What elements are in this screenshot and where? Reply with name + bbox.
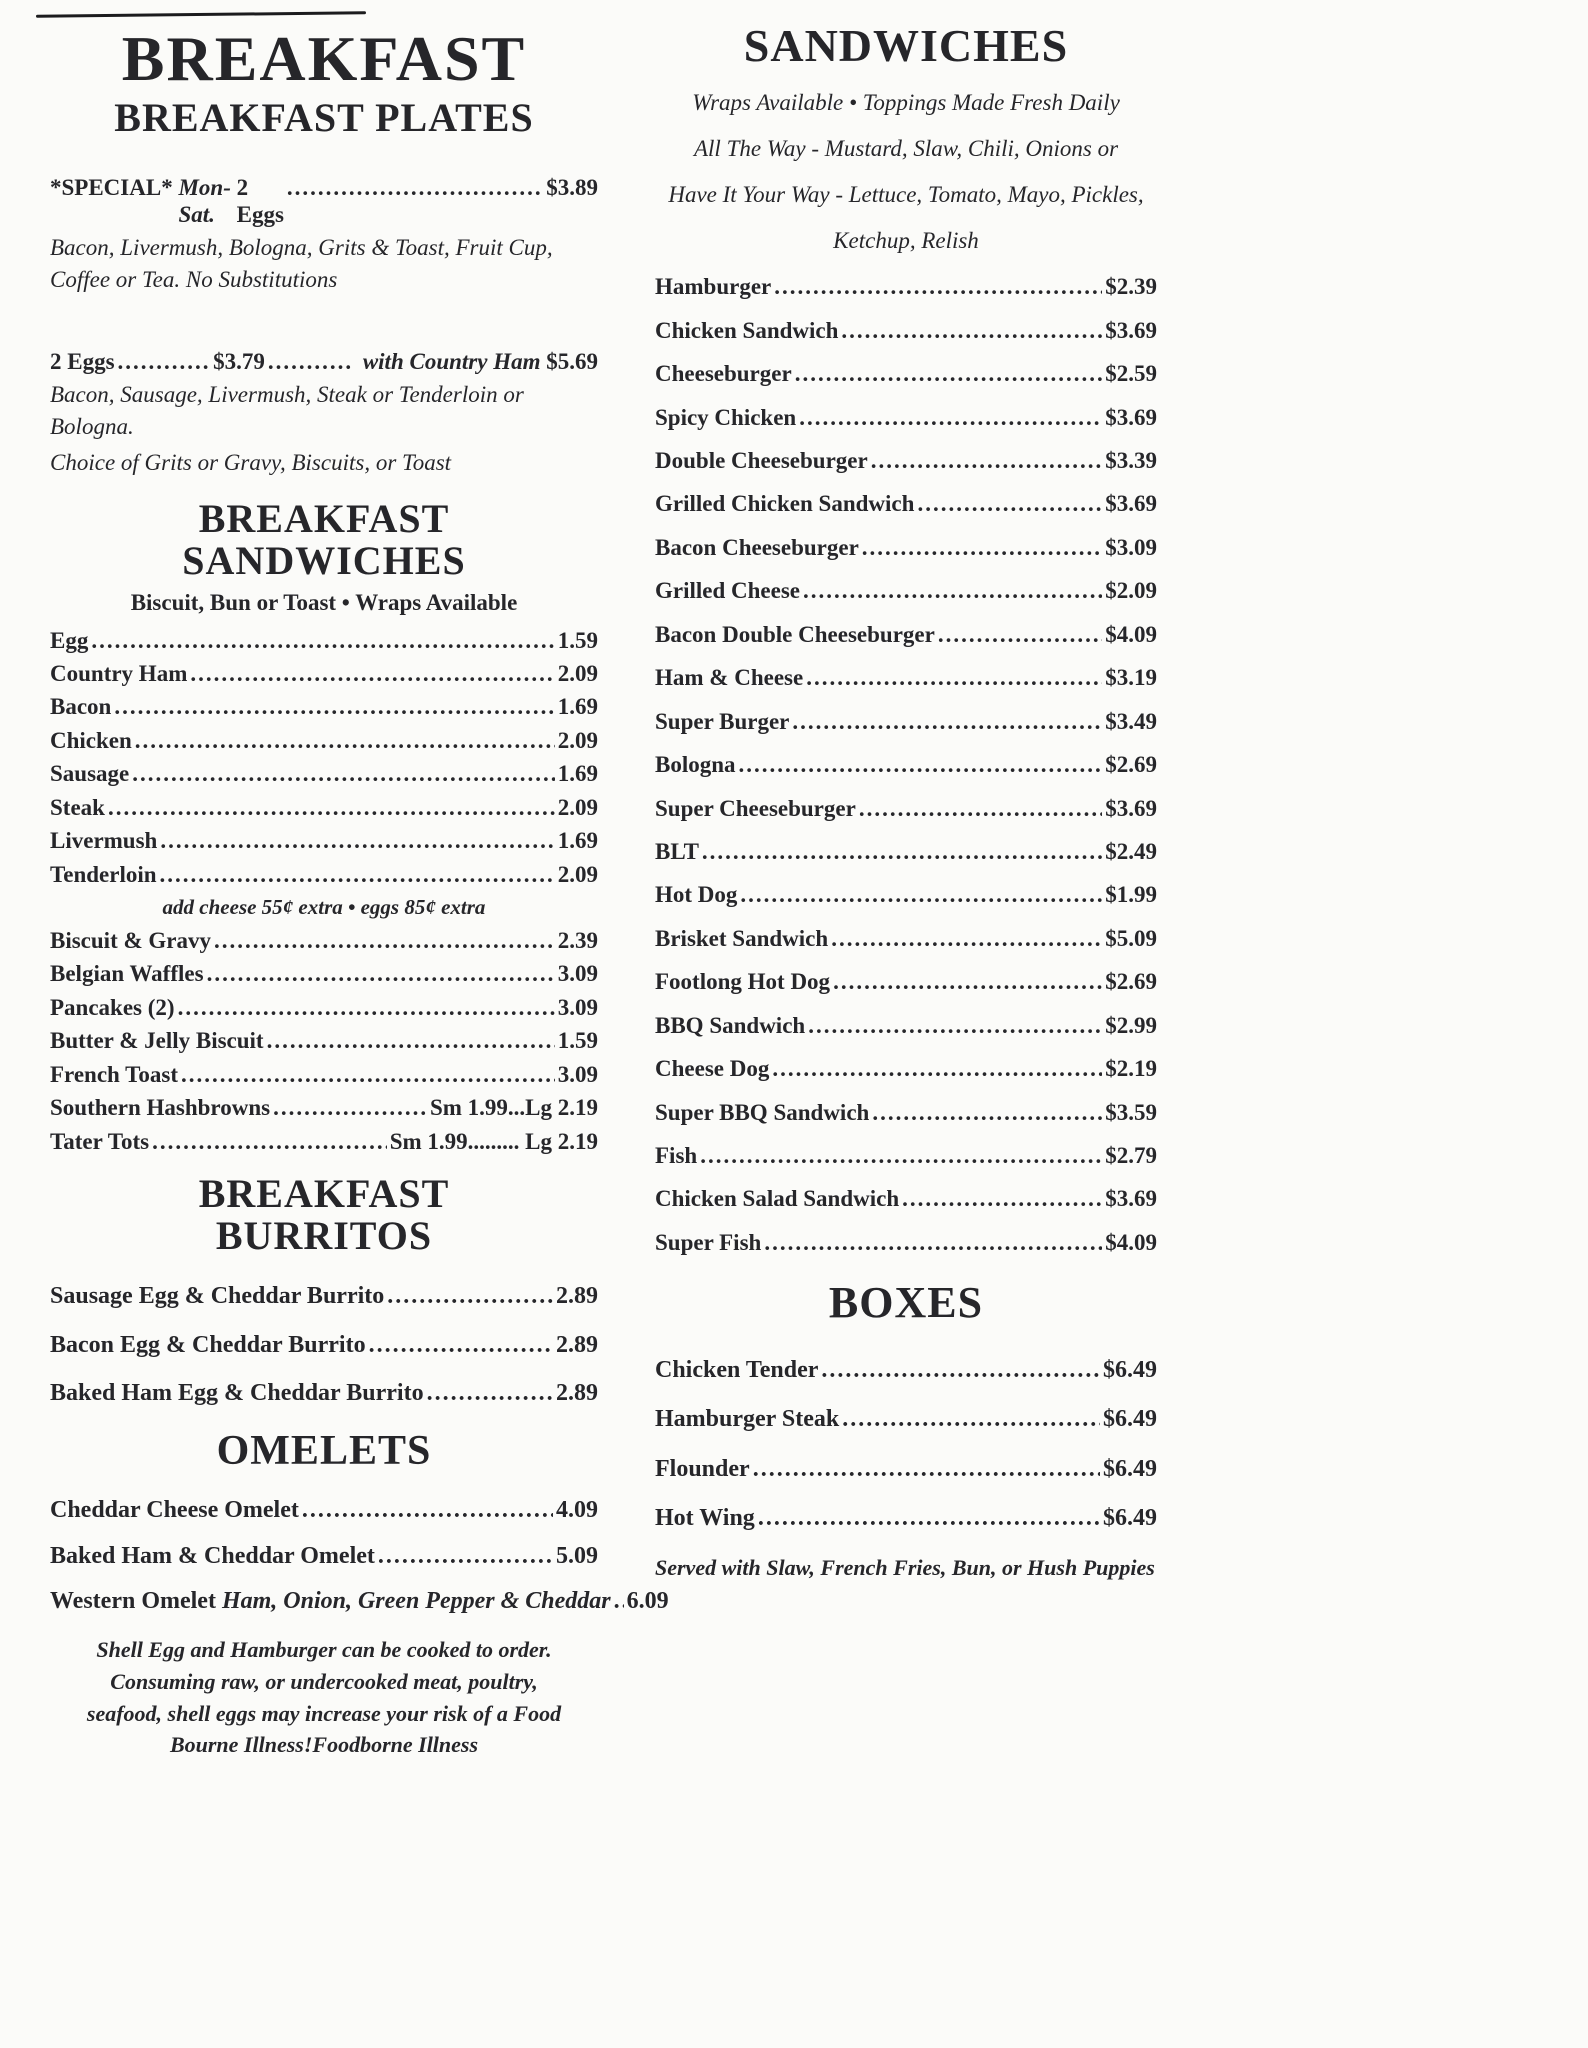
menu-item-row [50, 761, 598, 787]
item-price: 1.69 [557, 694, 598, 720]
menu-item-row [50, 828, 598, 854]
dot-leader [287, 175, 543, 201]
item-price: 1.69 [557, 761, 598, 787]
dot-leader [302, 1497, 553, 1525]
menu-item-row [655, 1100, 1157, 1126]
item-price: 4.09 [556, 1496, 598, 1523]
menu-item-row [655, 318, 1157, 344]
item-name: Double Cheeseburger [655, 448, 868, 474]
dot-leader [369, 1332, 553, 1360]
item-name: Super BBQ Sandwich [655, 1099, 870, 1125]
dot-leader [114, 694, 554, 720]
item-name: Western Omelet [50, 1588, 216, 1615]
item-price: $2.49 [1105, 838, 1157, 864]
item-price: $3.49 [1105, 708, 1157, 734]
item-name: BLT [655, 838, 699, 864]
breakfast-sandwiches-heading [50, 495, 598, 583]
two-eggs-description-line2: Choice of Grits or Gravy, Biscuits, or Toast [50, 450, 452, 476]
item-name: Steak [50, 794, 105, 820]
dot-leader [273, 1095, 427, 1121]
item-name: Hamburger Steak [655, 1406, 840, 1433]
dot-leader [135, 728, 555, 754]
menu-item-row [50, 628, 598, 654]
menu-item-row [50, 1095, 598, 1121]
item-price: $3.19 [1105, 665, 1157, 691]
menu-item-row [50, 1588, 669, 1616]
item-name: Hot Wing [655, 1505, 755, 1532]
item-name: Butter & Jelly Biscuit [50, 1028, 264, 1054]
add-cheese-note: add cheese 55¢ extra • eggs 85¢ extra [162, 895, 486, 920]
menu-item-row [50, 1129, 598, 1155]
item-name: Super Fish [655, 1229, 762, 1255]
item-name: Cheeseburger [655, 361, 792, 387]
dot-leader [764, 1230, 1102, 1256]
item-name: Cheese Dog [655, 1056, 770, 1082]
dot-leader [902, 1186, 1102, 1212]
menu-item-row [655, 274, 1157, 300]
heading-line: BURRITOS [215, 1213, 433, 1259]
item-name: Ham & Cheese [655, 665, 804, 691]
item-name: Cheddar Cheese Omelet [50, 1496, 299, 1523]
item-price: $2.99 [1105, 1012, 1157, 1038]
dot-leader [267, 1028, 555, 1054]
menu-item-row [655, 1186, 1157, 1212]
item-name: Southern Hashbrowns [50, 1095, 271, 1121]
menu-item-row [50, 1543, 598, 1571]
menu-item-row [50, 1497, 598, 1525]
item-name: Super Cheeseburger [655, 795, 856, 821]
item-price: 2.89 [556, 1331, 598, 1358]
item-price: 2.09 [557, 727, 598, 753]
item-name: Bacon Egg & Cheddar Burrito [50, 1331, 366, 1358]
item-name: Super Burger [655, 708, 790, 734]
dot-leader [753, 1456, 1100, 1484]
dot-leader [387, 1283, 553, 1311]
sandwiches-list [655, 274, 1157, 1256]
breakfast-sandwiches-list [50, 628, 598, 889]
item-name: Chicken Tender [655, 1356, 819, 1383]
dot-leader [214, 928, 555, 954]
item-name: Country Ham [50, 660, 188, 686]
item-name: Baked Ham & Cheddar Omelet [50, 1542, 375, 1569]
menu-item-row [50, 661, 598, 687]
special-label: *SPECIAL* [50, 175, 173, 201]
item-name: Chicken Sandwich [655, 317, 839, 343]
dot-leader [803, 578, 1102, 604]
special-name: 2 Eggs [236, 175, 284, 227]
item-name: Egg [50, 627, 89, 653]
dot-leader [758, 1505, 1100, 1533]
item-name: Bacon [50, 694, 112, 720]
dot-leader [799, 405, 1102, 431]
subtitle-line: Ketchup, Relish [833, 228, 979, 254]
menu-item-row [655, 1505, 1157, 1533]
scan-artifact-line [36, 11, 366, 17]
item-price: $3.69 [1105, 317, 1157, 343]
item-name: Bacon Cheeseburger [655, 534, 859, 560]
sandwiches-subtitle [655, 90, 1157, 254]
item-name: Sausage [50, 761, 130, 787]
dot-leader [871, 448, 1103, 474]
item-name: Tater Tots [50, 1128, 150, 1154]
dot-leader [614, 1588, 624, 1616]
dot-leader [91, 628, 554, 654]
dot-leader [841, 318, 1102, 344]
dot-leader [808, 1013, 1102, 1039]
item-name: Hamburger [655, 274, 772, 300]
item-name: Hot Dog [655, 882, 738, 908]
dot-leader [178, 995, 555, 1021]
item-price: 3.09 [557, 1061, 598, 1087]
item-name: Grilled Cheese [655, 578, 800, 604]
item-price: 2.09 [557, 660, 598, 686]
dot-leader [181, 1062, 555, 1088]
special-row [50, 175, 598, 228]
special-price: $3.89 [546, 175, 598, 201]
item-price: 2.09 [557, 794, 598, 820]
item-price: 2.89 [556, 1380, 598, 1407]
breakfast-sandwiches-subtitle: Biscuit, Bun or Toast • Wraps Available [130, 589, 518, 615]
special-days: Mon-Sat. [178, 175, 231, 227]
dot-leader [792, 709, 1102, 735]
menu-item-row [655, 665, 1157, 691]
dot-leader [859, 796, 1102, 822]
item-name: Brisket Sandwich [655, 925, 829, 951]
item-price: $3.09 [1105, 534, 1157, 560]
menu-item-row [655, 361, 1157, 387]
menu-item-row [655, 709, 1157, 735]
two-eggs-row [50, 349, 598, 375]
item-price: $1.99 [1105, 882, 1157, 908]
item-price: $3.59 [1105, 1099, 1157, 1125]
item-price: $3.79 [213, 348, 265, 374]
dot-leader [938, 622, 1102, 648]
dot-leader [772, 1056, 1102, 1082]
item-name: Chicken [50, 727, 132, 753]
dot-leader [821, 1357, 1100, 1385]
item-price: $3.69 [1105, 491, 1157, 517]
item-name: Fish [655, 1143, 698, 1169]
dot-leader [190, 661, 554, 687]
menu-item-row [655, 752, 1157, 778]
menu-item-row [655, 448, 1157, 474]
menu-item-row [655, 535, 1157, 561]
menu-item-row [655, 1357, 1157, 1385]
item-price: $2.09 [1105, 578, 1157, 604]
item-name: Bacon Double Cheeseburger [655, 621, 935, 647]
subtitle-line: Wraps Available • Toppings Made Fresh Daily [692, 90, 1120, 116]
dot-leader [160, 862, 555, 888]
item-price: $2.39 [1105, 274, 1157, 300]
menu-item-row [655, 839, 1157, 865]
dot-leader [152, 1129, 387, 1155]
menu-item-row [655, 1406, 1157, 1434]
item-name: Livermush [50, 828, 158, 854]
item-name: Pancakes (2) [50, 994, 175, 1020]
dot-leader [739, 752, 1103, 778]
dot-leader [774, 274, 1102, 300]
boxes-list [655, 1357, 1157, 1533]
item-price: $2.69 [1105, 969, 1157, 995]
item-price: $6.49 [1103, 1406, 1157, 1433]
menu-item-row [655, 1013, 1157, 1039]
item-name: Baked Ham Egg & Cheddar Burrito [50, 1380, 424, 1407]
menu-item-row [50, 728, 598, 754]
menu-item-row [655, 969, 1157, 995]
dot-leader [831, 926, 1102, 952]
dot-leader [806, 665, 1102, 691]
menu-item-row [50, 694, 598, 720]
dot-leader [795, 361, 1103, 387]
dot-leader [108, 795, 555, 821]
item-price: $6.49 [1103, 1356, 1157, 1383]
item-price: $3.39 [1105, 448, 1157, 474]
dot-leader [378, 1543, 553, 1571]
menu-item-row [655, 1143, 1157, 1169]
menu-item-row [50, 1028, 598, 1054]
item-name: Biscuit & Gravy [50, 928, 211, 954]
dot-leader [740, 882, 1102, 908]
item-price: $2.19 [1105, 1056, 1157, 1082]
dot-leader [842, 1406, 1100, 1434]
dot-leader [427, 1380, 553, 1408]
omelets-list [50, 1496, 669, 1616]
item-price: $4.09 [1105, 1229, 1157, 1255]
item-name: Chicken Salad Sandwich [655, 1186, 900, 1212]
subtitle-line: Have It Your Way - Lettuce, Tomato, Mayo, Pickles, [668, 182, 1144, 208]
menu-item-row [50, 1332, 598, 1360]
item-name: Bologna [655, 752, 736, 778]
item-name: Belgian Waffles [50, 961, 204, 987]
dot-leader [132, 761, 555, 787]
menu-item-row [655, 622, 1157, 648]
menu-item-row [50, 961, 598, 987]
menu-item-row [50, 1283, 598, 1311]
item-price: 1.59 [557, 627, 598, 653]
item-price: 6.09 [626, 1588, 669, 1615]
menu-item-row [655, 405, 1157, 431]
breakfast-title: BREAKFAST [121, 23, 527, 94]
menu-item-row [655, 491, 1157, 517]
item-description: Ham, Onion, Green Pepper & Cheddar [221, 1588, 611, 1615]
menu-item-row [50, 862, 598, 888]
dot-leader [700, 1143, 1102, 1169]
special-description: Bacon, Livermush, Bologna, Grits & Toast, Fruit Cup, Coffee or Tea. No Substitutions [50, 235, 553, 293]
boxes-heading: BOXES [828, 1278, 984, 1328]
item-name: Footlong Hot Dog [655, 969, 831, 995]
item-price: $2.59 [1105, 361, 1157, 387]
boxes-note: Served with Slaw, French Fries, Bun, or Hush Puppies [655, 1554, 1155, 1580]
addon-price: $5.69 [546, 348, 598, 374]
menu-item-row [655, 796, 1157, 822]
item-price: 3.09 [557, 961, 598, 987]
item-price: 2.39 [557, 928, 598, 954]
item-price: $2.69 [1105, 752, 1157, 778]
item-name: Grilled Chicken Sandwich [655, 491, 915, 517]
menu-item-row [655, 1456, 1157, 1484]
heading-line: BREAKFAST [198, 1171, 450, 1217]
item-price: 1.59 [557, 1028, 598, 1054]
heading-line: SANDWICHES [182, 537, 466, 583]
menu-item-row [655, 926, 1157, 952]
item-price: 2.09 [557, 861, 598, 887]
menu-item-row [50, 1380, 598, 1408]
item-name: 2 Eggs [50, 348, 115, 374]
item-price: 2.89 [556, 1283, 598, 1310]
item-price: Sm 1.99...Lg 2.19 [429, 1095, 598, 1121]
menu-item-row [655, 882, 1157, 908]
dot-leader [917, 491, 1102, 517]
dot-leader [872, 1100, 1102, 1126]
item-name: Tenderloin [50, 861, 157, 887]
subtitle-line: All The Way - Mustard, Slaw, Chili, Onions or [693, 136, 1119, 162]
right-column [655, 22, 1157, 1581]
breakfast-sides-list [50, 928, 598, 1155]
item-price: $5.09 [1105, 925, 1157, 951]
item-price: $3.69 [1105, 1186, 1157, 1212]
menu-item-row [50, 995, 598, 1021]
dot-leader [118, 349, 211, 375]
item-price: $6.49 [1103, 1455, 1157, 1482]
item-price: 3.09 [557, 994, 598, 1020]
food-safety-disclaimer: Shell Egg and Hamburger can be cooked to order. Consuming raw, or undercooked meat, poultry, seafood, shell eggs may increase your risk of a Food Bourne Illness!Foodborne Illness [86, 1636, 562, 1758]
item-price: $4.09 [1105, 621, 1157, 647]
omelets-heading: OMELETS [216, 1427, 432, 1474]
item-price: $3.69 [1105, 404, 1157, 430]
two-eggs-description-line1: Bacon, Sausage, Livermush, Steak or Tenderloin or Bologna. [50, 381, 524, 440]
item-name: French Toast [50, 1061, 179, 1087]
item-price: 1.69 [557, 828, 598, 854]
left-column [50, 23, 669, 1761]
item-name: Flounder [655, 1455, 750, 1482]
menu-item-row [50, 928, 598, 954]
item-price: $3.69 [1105, 795, 1157, 821]
item-name: Sausage Egg & Cheddar Burrito [50, 1283, 385, 1310]
breakfast-burritos-heading [50, 1173, 598, 1257]
dot-leader [268, 349, 354, 375]
addon-label: with Country Ham [362, 348, 541, 374]
heading-line: BREAKFAST [198, 495, 450, 541]
dot-leader [862, 535, 1102, 561]
menu-item-row [50, 795, 598, 821]
dot-leader [702, 839, 1102, 865]
menu-item-row [655, 578, 1157, 604]
item-price: 5.09 [556, 1542, 598, 1569]
item-price: Sm 1.99......... Lg 2.19 [389, 1128, 598, 1154]
item-name: Spicy Chicken [655, 404, 797, 430]
burritos-list [50, 1283, 598, 1408]
item-price: $2.79 [1105, 1143, 1157, 1169]
dot-leader [160, 828, 554, 854]
dot-leader [833, 969, 1102, 995]
menu-item-row [50, 1062, 598, 1088]
item-price: $6.49 [1103, 1505, 1157, 1532]
sandwiches-heading: SANDWICHES [743, 20, 1069, 71]
menu-item-row [655, 1056, 1157, 1082]
dot-leader [207, 961, 555, 987]
menu-item-row [655, 1230, 1157, 1256]
breakfast-plates-heading: BREAKFAST PLATES [114, 95, 534, 141]
item-name: BBQ Sandwich [655, 1012, 806, 1038]
